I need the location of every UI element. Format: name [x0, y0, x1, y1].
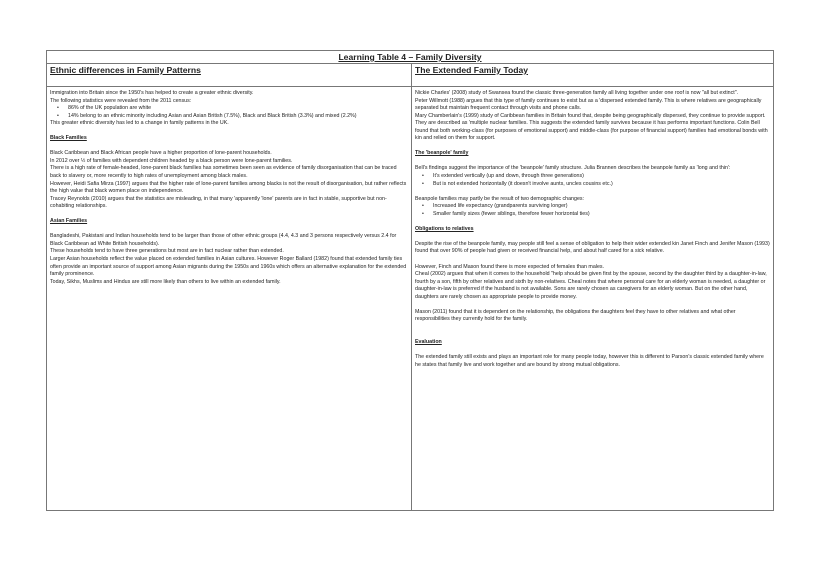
paragraph: Cheal (2002) argues that when it comes to the household "help should be given first by the spouse, second by the daughter third by a daughter-in-law, fourth by a son, fifth by other relatives and sixth by non-relatives. Cheal notes that where personal care for an elderly woman is needed, a daughter or daughter-in-law is preferred if the husband is not available. Sons are rarely chosen as caregivers for an elderly woman. But on the other hand, daughters are rarely chosen as appropriate people to provide money.: [415, 271, 767, 300]
obligations-heading: Obligations to relatives: [415, 225, 474, 232]
column-heading-ethnic: Ethnic differences in Family Patterns: [47, 63, 411, 87]
paragraph: Nickie Charles' (2008) study of Swansea found the classic three-generation family all living together under one roof is now "all but extinct".: [415, 90, 739, 96]
beanpole-list: [415, 173, 770, 188]
list-item: • Increased life expectancy (grandparents surviving longer): [433, 203, 770, 211]
paragraph: Tracey Reynolds (2010) argues that the statistics are misleading, in that many 'apparently 'lone' parents are in fact in stable, supportive but non-cohabiting relationships.: [50, 195, 387, 210]
learning-table: [46, 50, 774, 511]
intro-text: The following statistics were revealed from the 2011 census:: [50, 97, 192, 104]
demographic-list: [415, 203, 770, 218]
table-title: Learning Table 4 – Family Diversity: [47, 51, 773, 64]
paragraph: In 2012 over ½ of families with dependent children headed by a black person were lone-parent families.: [50, 157, 293, 164]
asian-families-heading: Asian Families: [50, 218, 88, 225]
paragraph: There is a high rate of female-headed, lone-parent black families has sometimes been seen as evidence of family disorganisation that can be traced back to slavery or, more recently to high rates of unemployment among black males.: [50, 165, 397, 180]
paragraph: Despite the rise of the beanpole family, may people still feel a sense of obligation to help their wider extended kin Janet Finch and Jenifer Mason (1993) found that over 90% of people had given or received financial help, and about half cared for a sick relative.: [415, 240, 770, 255]
paragraph: These households tend to have three generations but most are in fact nuclear rather than extended.: [50, 248, 284, 255]
column-heading-extended: The Extended Family Today: [412, 63, 773, 87]
list-item: • 86% of the UK population are white: [68, 105, 408, 113]
beanpole-heading: The 'beanpole' family: [415, 150, 469, 157]
list-item: • Smaller family sizes (fewer siblings, therefore fewer horizontal ties): [433, 211, 770, 219]
evaluation-heading: Evaluation: [415, 339, 442, 346]
list-item: • It's extended vertically (up and down, through three generations): [433, 173, 770, 181]
paragraph: However, Heidi Safia Mirza (1997) argues that the higher rate of lone-parent families among blacks is not the result of disorganisation, but rather reflects the high value that black women place on independence.: [50, 180, 407, 195]
black-families-heading: Black Families: [50, 135, 87, 142]
paragraph: The extended family still exists and plays an important role for many people today, however this is different to Parson's classic extended family where he states that family live and work together and are bound by strong mutual obligations.: [415, 354, 764, 368]
ethnic-differences-column: [47, 63, 412, 510]
list-item: • 14% belong to an ethnic minority including Asian and Asian British (7.5%), Black and Black British (3.3%) and mixed (2.2%): [68, 113, 408, 121]
paragraph: Larger Asian households reflect the value placed on extended families in Asian cultures. However Roger Ballard (1982) found that extended family ties often provide an important source of support among Asian migrants during the 1950s and 1960s which offers an alternative explanation for the extended family prominence.: [50, 256, 407, 278]
intro-text: Immigration into Britain since the 1950's has helped to create a greater ethnic diversity.: [50, 90, 254, 96]
paragraph: Mary Chamberlain's (1999) study of Caribbean families in Britain found that, despite being geographically dispersed, they continue to provide support. They are described as 'multiple nuclear families. This suggests the extended family survives because it has performs important functions. Colin Bell found that both working-class (for purposes of emotional support) and middle-class (for purpose of financial support) families had emotional bonds with kin and relied on them for support.: [415, 112, 768, 142]
paragraph: Today, Sikhs, Muslims and Hindus are still more likely than others to live within an extended family.: [50, 278, 281, 285]
paragraph: Bangladeshi, Pakistani and Indian households tend to be larger than those of other ethnic groups (4.4, 4.3 and 3 persons respectively versus 2.4 for Black Caribbean ad White British households).: [50, 233, 397, 247]
paragraph: Peter Willmott (1988) argues that this type of family continues to exist but as a 'dispersed extended family. This is where relatives are geographically separated but maintain frequent contact through visits and phone calls.: [415, 97, 762, 112]
census-list: [50, 105, 408, 120]
paragraph: Black Caribbean and Black African people have a higher proportion of lone-parent households.: [50, 150, 272, 157]
intro-end-text: This greater ethnic diversity has led to a change in family patterns in the UK.: [50, 120, 229, 127]
paragraph: Bell's findings suggest the importance of the 'beanpole' family structure. Julia Brannen describes the beanpole family as 'long and thin':: [415, 165, 731, 172]
paragraph: Beanpole families may partly be the result of two demographic changes:: [415, 195, 585, 202]
extended-family-column: [412, 63, 773, 510]
paragraph: Mason (2011) found that it is dependent on the relationship, the obligations the daughters feel they have to other relatives and what other responsibilities they currently hold for the family.: [415, 308, 736, 323]
list-item: • But is not extended horizontally (it doesn't involve aunts, uncles cousins etc.): [433, 181, 770, 189]
paragraph: However, Finch and Mason found there is more expected of females than males.: [415, 263, 605, 270]
